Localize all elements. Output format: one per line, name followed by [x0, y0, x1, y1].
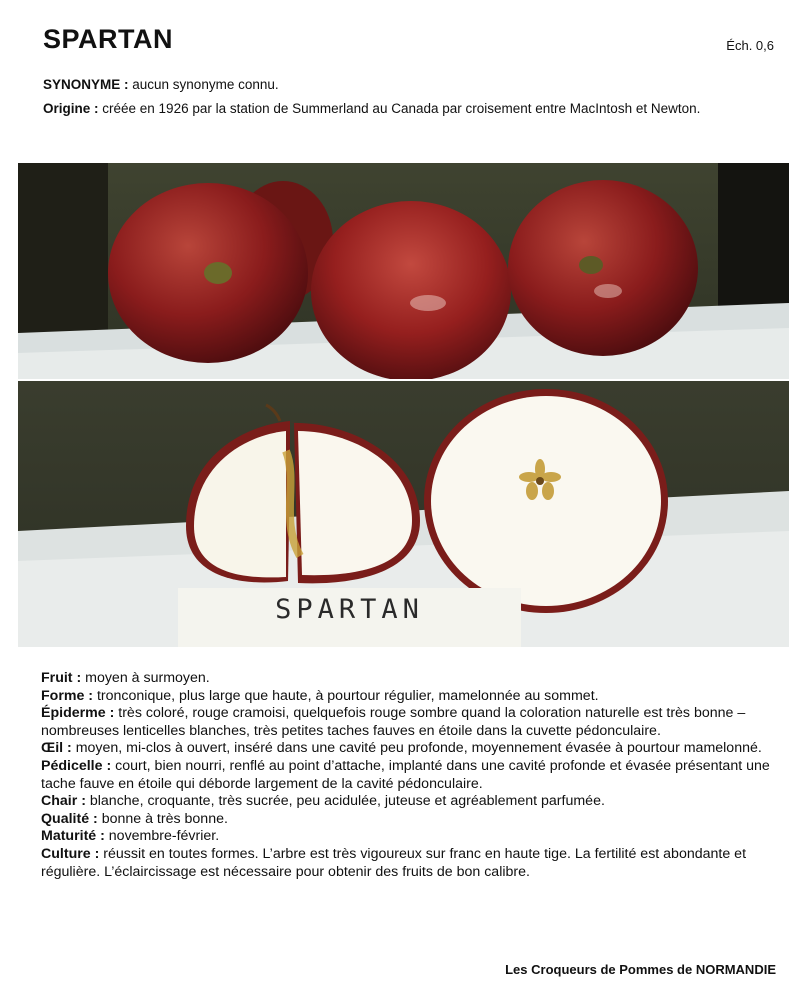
synonym-line	[43, 76, 783, 93]
desc-qualite	[41, 811, 781, 829]
origin-text: créée en 1926 par la station de Summerland au Canada par croisement entre MacIntosh et Newton.	[98, 101, 701, 116]
desc-pedicelle	[41, 758, 781, 793]
desc-maturite-label: Maturité :	[41, 828, 105, 845]
desc-chair-text: blanche, croquante, très sucrée, peu acidulée, juteuse et agréablement parfumée.	[85, 793, 605, 810]
photo-whole-apples	[18, 163, 789, 379]
synonym-label: SYNONYME :	[43, 77, 129, 92]
desc-qualite-label: Qualité :	[41, 810, 98, 827]
desc-forme-text: tronconique, plus large que haute, à pourtour régulier, mamelonnée au sommet.	[93, 687, 599, 704]
desc-forme	[41, 688, 781, 706]
desc-fruit-label: Fruit :	[41, 670, 82, 686]
desc-forme-label: Forme :	[41, 687, 94, 704]
desc-maturite-text: novembre-février.	[104, 828, 220, 845]
origin-label: Origine :	[43, 101, 99, 116]
variety-label-card: SPARTAN	[275, 594, 424, 625]
photo-cut-apples	[18, 381, 789, 647]
scale-label: Éch. 0,6	[726, 38, 774, 53]
desc-qualite-text: bonne à très bonne.	[97, 810, 228, 827]
desc-fruit	[41, 670, 781, 688]
desc-maturite	[41, 828, 781, 846]
desc-chair	[41, 793, 781, 811]
desc-epiderme-label: Épiderme :	[41, 705, 115, 722]
desc-pedicelle-text: court, bien nourri, renflé au point d’attache, implanté dans une cavité profonde et évasée présentant une tache fauve en étoile qui déborde largement de la cavité pédonculaire.	[41, 757, 770, 792]
intro-section	[43, 76, 783, 124]
desc-culture	[41, 846, 781, 881]
description-section	[41, 670, 781, 881]
desc-oeil	[41, 740, 781, 758]
synonym-text: aucun synonyme connu.	[128, 77, 279, 92]
desc-oeil-text: moyen, mi-clos à ouvert, inséré dans une cavité peu profonde, moyennement évasée à pourtour mamelonné.	[71, 740, 762, 757]
desc-fruit-text: moyen à surmoyen.	[81, 670, 210, 686]
desc-epiderme-text: très coloré, rouge cramoisi, quelquefois rouge sombre quand la coloration naturelle est très bonne – nombreuses lenticelles blanches, très petites taches fauves en étoile dans la cuvette pédonculaire.	[41, 705, 746, 739]
publisher-footer: Les Croqueurs de Pommes de NORMANDIE	[505, 962, 776, 977]
desc-culture-text: réussit en toutes formes. L’arbre est très vigoureux sur franc en haute tige. La fertilité est abondante et régulière. L’éclaircissage est nécessaire pour obtenir des fruits de bon calibre.	[41, 845, 747, 880]
desc-culture-label: Culture :	[41, 845, 100, 862]
page-title: SPARTAN	[43, 24, 173, 54]
desc-epiderme	[41, 705, 781, 740]
desc-chair-label: Chair :	[41, 793, 86, 810]
desc-pedicelle-label: Pédicelle :	[41, 757, 112, 774]
origin-line	[43, 100, 783, 117]
desc-oeil-label: Œil :	[41, 740, 72, 757]
